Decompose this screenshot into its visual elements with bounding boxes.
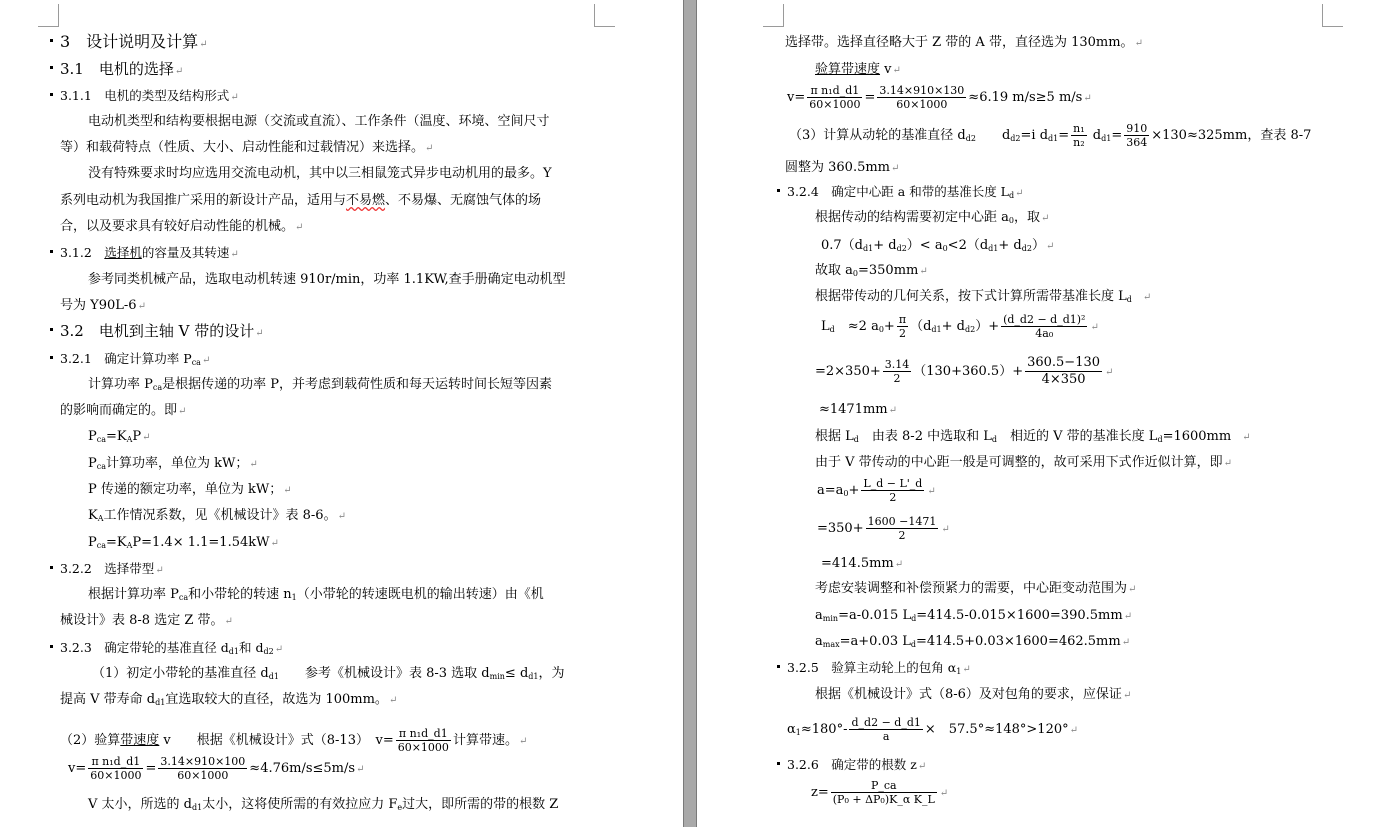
- paragraph: 提高 V 带寿命 $d_{d1}$宜选取较大的直径，故选为 100mm。↵: [60, 692, 398, 707]
- formula: =2×350+ $\frac{3.14}{2}$ （130+360.5）+ $\frac{360.5-130}{4\times 350}$ ↵: [815, 355, 1114, 387]
- fraction: $\frac{3.14}{2}$: [884, 358, 910, 385]
- paragraph: 验算带速度 v↵: [815, 62, 901, 77]
- fraction: $\frac{d\_d2 - d\_d1}{a}$: [851, 716, 921, 743]
- heading-3-2: 3.2 电机到主轴 V 带的设计↵: [60, 323, 264, 342]
- fraction: $\frac{\text{π n₁d\_d1}}{60\times 1000}$: [397, 727, 449, 754]
- paragraph: 圆整为 360.5mm↵: [785, 160, 900, 175]
- heading-3-2-2: 3.2.2 选择带型↵: [60, 561, 164, 579]
- formula: v= $\frac{\text{π n₁d\_d1}}{60\times 1000}$ = $\frac{3.14\times 910\times 100}{60\times 1000}$ ≈4.76m/s≤5m/s↵: [68, 755, 365, 782]
- formula: $a_{max}=a+0.03$ $L_d=414.5+0.03\times 1600=462.5mm↵$: [815, 634, 1131, 649]
- formula: $P_{ca}=K_AP↵$: [88, 429, 151, 444]
- left-page: [0, 0, 683, 827]
- paragraph: 系列电动机为我国推广采用的新设计产品，适用与不易燃、不易爆、无腐蚀气体的场: [60, 193, 542, 208]
- paragraph: 号为 Y90L-6↵: [60, 298, 146, 313]
- fraction: $\frac{\pi}{2}$: [898, 313, 907, 340]
- paragraph: 考虑安装调整和补偿预紧力的需要，中心距变动范围为↵: [815, 581, 1137, 596]
- fraction: $\frac{1600 -1471}{2}$: [867, 515, 937, 542]
- fraction: $\frac{\text{n₁}}{\text{n₂}}$: [1073, 122, 1085, 149]
- paragraph: 电动机类型和结构要根据电源（交流或直流）、工作条件（温度、环境、空间尺寸: [88, 114, 550, 129]
- heading-3-2-4: 3.2.4 确定中心距 a 和带的基准长度 $L_d↵$: [787, 184, 1024, 204]
- formula: $P_{ca}=K_AP=1.4\times$ 1.1=1.54kW↵: [88, 535, 279, 550]
- page-divider: [683, 0, 697, 827]
- paragraph: 由于 V 带传动的中心距一般是可调整的，故可采用下式作近似计算，即↵: [815, 455, 1233, 470]
- heading-3: 3 设计说明及计算↵: [60, 34, 208, 53]
- paragraph: 根据《机械设计》式（8-6）及对包角的要求，应保证↵: [815, 687, 1132, 702]
- formula: $\alpha_1\approx 180^\circ-$ $\frac{d\_d2 - d\_d1}{a}$ × 57.5°≈148°>120°↵: [787, 716, 1078, 743]
- paragraph: （1）初定小带轮的基准直径 $d_{d1}$ 参考《机械设计》表 8-3 选取 $d_{min}\le d_{d1}$，为: [92, 666, 565, 681]
- paragraph: 根据 $L_d$ 由表 8-2 中选取和 $L_d$ 相近的 V 带的基准长度 $L_d=1600mm$ ↵: [815, 429, 1251, 444]
- heading-3-2-3: 3.2.3 确定带轮的基准直径 $d_{d1}$和 $d_{d2}↵$: [60, 640, 283, 660]
- formula: $L_d$ ≈2 $a_0+$ $\frac{\pi}{2}$ $(d_{d1}+ d_{d2})+$ $\frac{\text{(d\_d2 − d\_d1)²}}{\text{4a₀}}$ ↵: [821, 313, 1099, 340]
- heading-3-1-1: 3.1.1 电机的类型及结构形式↵: [60, 88, 239, 106]
- paragraph: （2）验算带速度 v 根据《机械设计》式（8-13） v= $\frac{\text{π n₁d\_d1}}{60\times 1000}$ 计算带速。↵: [60, 727, 528, 754]
- paragraph: 的影响而确定的。即↵: [60, 403, 187, 418]
- formula: $0.7(d_{d1}+ d_{d2})< a_0<2(d_{d1}+$ $d_{d2})↵$: [821, 238, 1055, 253]
- paragraph: 根据带传动的几何关系，按下式计算所需带基准长度 $L_d$ ↵: [815, 289, 1152, 304]
- paragraph: 根据计算功率 $P_{ca}$和小带轮的转速 $n_1$（小带轮的转速既电机的输出转速）由《机: [88, 587, 544, 602]
- paragraph: V 太小，所选的 $d_{d1}$太小，这将使所需的有效拉应力 $F_e$过大，即所需的带的根数 Z: [88, 797, 559, 812]
- paragraph: 根据传动的结构需要初定中心距 $a_0$，取↵: [815, 210, 1050, 225]
- definition: $P_{ca}$计算功率，单位为 kW；↵: [88, 456, 258, 471]
- right-page: [697, 0, 1382, 827]
- heading-3-2-1: 3.2.1 确定计算功率 $P_{ca}↵$: [60, 351, 210, 371]
- fraction: $\frac{3.14\times 910\times 100}{60\times 1000}$: [160, 755, 246, 782]
- formula: =350+ $\frac{1600 -1471}{2}$ ↵: [817, 515, 950, 542]
- heading-3-2-5: 3.2.5 验算主动轮上的包角 $\alpha_1↵$: [787, 660, 971, 680]
- definition: P 传递的额定功率，单位为 kW；↵: [88, 482, 292, 497]
- fraction: $\frac{L\_d - L'\_d}{2}$: [863, 477, 923, 504]
- definition: $K_A$工作情况系数，见《机械设计》表 8-6。↵: [88, 508, 346, 523]
- formula: $a_{min}=a-0.015$ $L_d=414.5-0.015\times 1600=390.5mm↵$: [815, 608, 1133, 623]
- paragraph: 械设计》表 8-8 选定 Z 带。↵: [60, 613, 233, 628]
- fraction: $\frac{P\_ca}{\text{(P₀ + ΔP₀)K\_α K\_L}}$: [832, 779, 935, 806]
- heading-3-1: 3.1 电机的选择↵: [60, 61, 183, 80]
- fraction: $\frac{360.5-130}{4\times 350}$: [1027, 355, 1101, 387]
- paragraph: 计算功率 $P_{ca}$是根据传递的功率 P，并考虑到载荷性质和每天运转时间长短等因素: [88, 377, 553, 392]
- fraction: $\frac{910}{364}$: [1126, 122, 1148, 149]
- paragraph: 故取 $a_0=350mm↵$: [815, 263, 928, 278]
- fraction: $\frac{\text{π n₁d\_d1}}{60\times 1000}$: [90, 755, 142, 782]
- paragraph: 没有特殊要求时均应选用交流电动机，其中以三相鼠笼式异步电动机用的最多。Y: [88, 166, 552, 181]
- paragraph: （3）计算从动轮的基准直径 $d_{d2}$ $d_{d2}=i$ $d_{d1}=$ $\frac{\text{n₁}}{\text{n₂}}$ $d_{d1}=$ $\frac{910}{364}$ ×130≈325mm，查表 8-7: [789, 122, 1312, 149]
- fraction: $\frac{3.14\times 910\times 130}{60\times 1000}$: [879, 84, 965, 111]
- heading-3-1-2: 3.1.2 选择机的容量及其转速↵: [60, 245, 239, 263]
- formula: =414.5mm↵: [821, 556, 904, 571]
- paragraph: 合，以及要求具有较好启动性能的机械。↵: [60, 219, 304, 234]
- fraction: $\frac{\text{π n₁d\_d1}}{60\times 1000}$: [809, 84, 861, 111]
- paragraph: 选择带。选择直径略大于 Z 带的 A 带，直径选为 130mm。↵: [785, 35, 1143, 50]
- paragraph: 参考同类机械产品，选取电动机转速 910r/min，功率 1.1KW,查手册确定电动机型: [88, 272, 566, 287]
- heading-3-2-6: 3.2.6 确定带的根数 z↵: [787, 757, 926, 775]
- formula: z= $\frac{P\_ca}{\text{(P₀ + ΔP₀)K\_α K\_L}}$ ↵: [811, 779, 949, 806]
- formula: ≈1471mm↵: [819, 402, 898, 417]
- formula: $a=a_0+$ $\frac{L\_d - L'\_d}{2}$ ↵: [817, 477, 936, 504]
- fraction: $\frac{\text{(d\_d2 − d\_d1)²}}{\text{4a₀}}$: [1003, 313, 1086, 340]
- formula: v= $\frac{\text{π n₁d\_d1}}{60\times 1000}$ = $\frac{3.14\times 910\times 130}{60\times 1000}$ ≈6.19 m/s≥5 m/s↵: [787, 84, 1092, 111]
- paragraph: 等）和载荷特点（性质、大小、启动性能和过载情况）来选择。↵: [60, 140, 434, 155]
